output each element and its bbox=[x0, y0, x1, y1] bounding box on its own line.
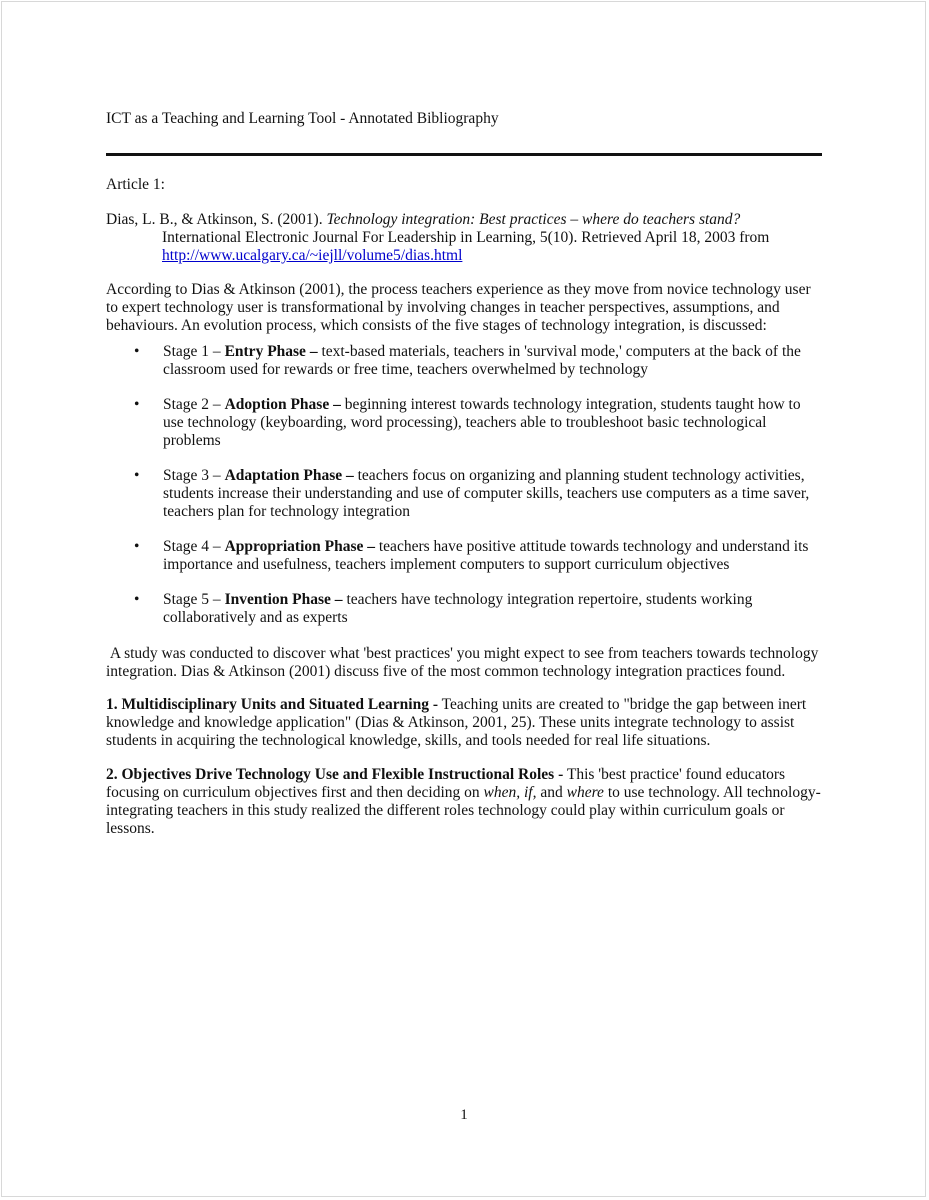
stage-number: Stage 5 – bbox=[163, 591, 221, 608]
bullet-icon: • bbox=[134, 343, 140, 360]
stage-item bbox=[106, 343, 822, 379]
stage-number: Stage 1 – bbox=[163, 343, 221, 360]
practice-2-heading: 2. Objectives Drive Technology Use and Flexible Instructional Roles - bbox=[106, 766, 564, 783]
stage-item bbox=[106, 396, 822, 450]
document-header-title: ICT as a Teaching and Learning Tool - Annotated Bibliography bbox=[106, 110, 499, 127]
page-number: 1 bbox=[460, 1107, 468, 1123]
stage-description: beginning interest towards technology integration, students taught how to use technology (keyboarding, word processing), teachers able to troubleshoot basic technological problems bbox=[163, 396, 801, 449]
stage-number: Stage 3 – bbox=[163, 467, 221, 484]
stages-list bbox=[106, 343, 822, 627]
stage-number: Stage 2 – bbox=[163, 396, 221, 413]
stage-description: teachers have technology integration repertoire, students working collaboratively and as experts bbox=[163, 591, 753, 626]
citation-journal: International Electronic Journal For Leadership in Learning, 5(10). bbox=[162, 229, 578, 246]
stage-description: teachers have positive attitude towards technology and understand its importance and usefulness, teachers implement computers to support curriculum objectives bbox=[163, 538, 809, 573]
stage-description: text-based materials, teachers in 'survival mode,' computers at the back of the classroom used for rewards or free time, teachers overwhelmed by technology bbox=[163, 343, 801, 378]
article-label: Article 1: bbox=[106, 176, 165, 193]
citation-retrieved: Retrieved April 18, 2003 from bbox=[581, 229, 770, 246]
citation-title: Technology integration: Best practices – where do teachers stand? bbox=[326, 211, 741, 228]
stage-item bbox=[106, 591, 822, 627]
citation-url-link[interactable]: http://www.ucalgary.ca/~iejll/volume5/dias.html bbox=[162, 247, 463, 264]
practice-2-em-if: if, bbox=[523, 784, 537, 801]
bullet-icon: • bbox=[134, 467, 140, 484]
header-divider bbox=[106, 153, 822, 156]
stage-number: Stage 4 – bbox=[163, 538, 221, 555]
stage-name: Invention Phase – bbox=[224, 591, 343, 608]
stage-name: Adaptation Phase – bbox=[224, 467, 354, 484]
stage-description: teachers focus on organizing and planning student technology activities, students increase their understanding and use of computer skills, teachers use computers as a time saver, teachers plan for technology integration bbox=[163, 467, 810, 520]
bullet-icon: • bbox=[134, 396, 140, 413]
practice-1-text: Teaching units are created to "bridge the gap between inert knowledge and knowledge application" (Dias & Atkinson, 2001, 25). These units integrate technology to assist students in acquiring the technological knowledge, skills, and tools needed for real life situations. bbox=[106, 696, 807, 749]
practice-2-text-and: and bbox=[540, 784, 563, 801]
practice-1 bbox=[106, 696, 822, 750]
stage-item bbox=[106, 538, 822, 574]
document-page bbox=[106, 0, 822, 1200]
citation bbox=[106, 211, 822, 265]
document-body bbox=[106, 176, 822, 854]
stage-name: Appropriation Phase – bbox=[224, 538, 375, 555]
study-paragraph bbox=[106, 645, 822, 681]
practice-1-heading: 1. Multidisciplinary Units and Situated Learning - bbox=[106, 696, 439, 713]
study-text: A study was conducted to discover what 'best practices' you might expect to see from teachers towards technology integration. Dias & Atkinson (2001) discuss five of the most common technology integration practices found. bbox=[106, 645, 819, 680]
practice-2-em-when: when, bbox=[483, 784, 521, 801]
practice-2 bbox=[106, 766, 822, 838]
stage-item bbox=[106, 467, 822, 521]
intro-paragraph: According to Dias & Atkinson (2001), the process teachers experience as they move from novice technology user to expert technology user is transformational by involving changes in teacher perspectives, assumptions, and behaviours. An evolution process, which consists of the five stages of technology integration, is discussed: bbox=[106, 281, 811, 334]
stage-name: Entry Phase – bbox=[224, 343, 318, 360]
bullet-icon: • bbox=[134, 591, 140, 608]
practice-2-text-a: This 'best practice' found educators focusing on curriculum objectives first and then deciding on bbox=[106, 766, 786, 801]
bullet-icon: • bbox=[134, 538, 140, 555]
practice-2-text-b: to use technology. All technology-integrating teachers in this study realized the different roles technology could play within curriculum goals or lessons. bbox=[106, 784, 821, 837]
stage-name: Adoption Phase – bbox=[224, 396, 341, 413]
citation-authors: Dias, L. B., & Atkinson, S. (2001). bbox=[106, 211, 323, 228]
practice-2-em-where: where bbox=[566, 784, 604, 801]
